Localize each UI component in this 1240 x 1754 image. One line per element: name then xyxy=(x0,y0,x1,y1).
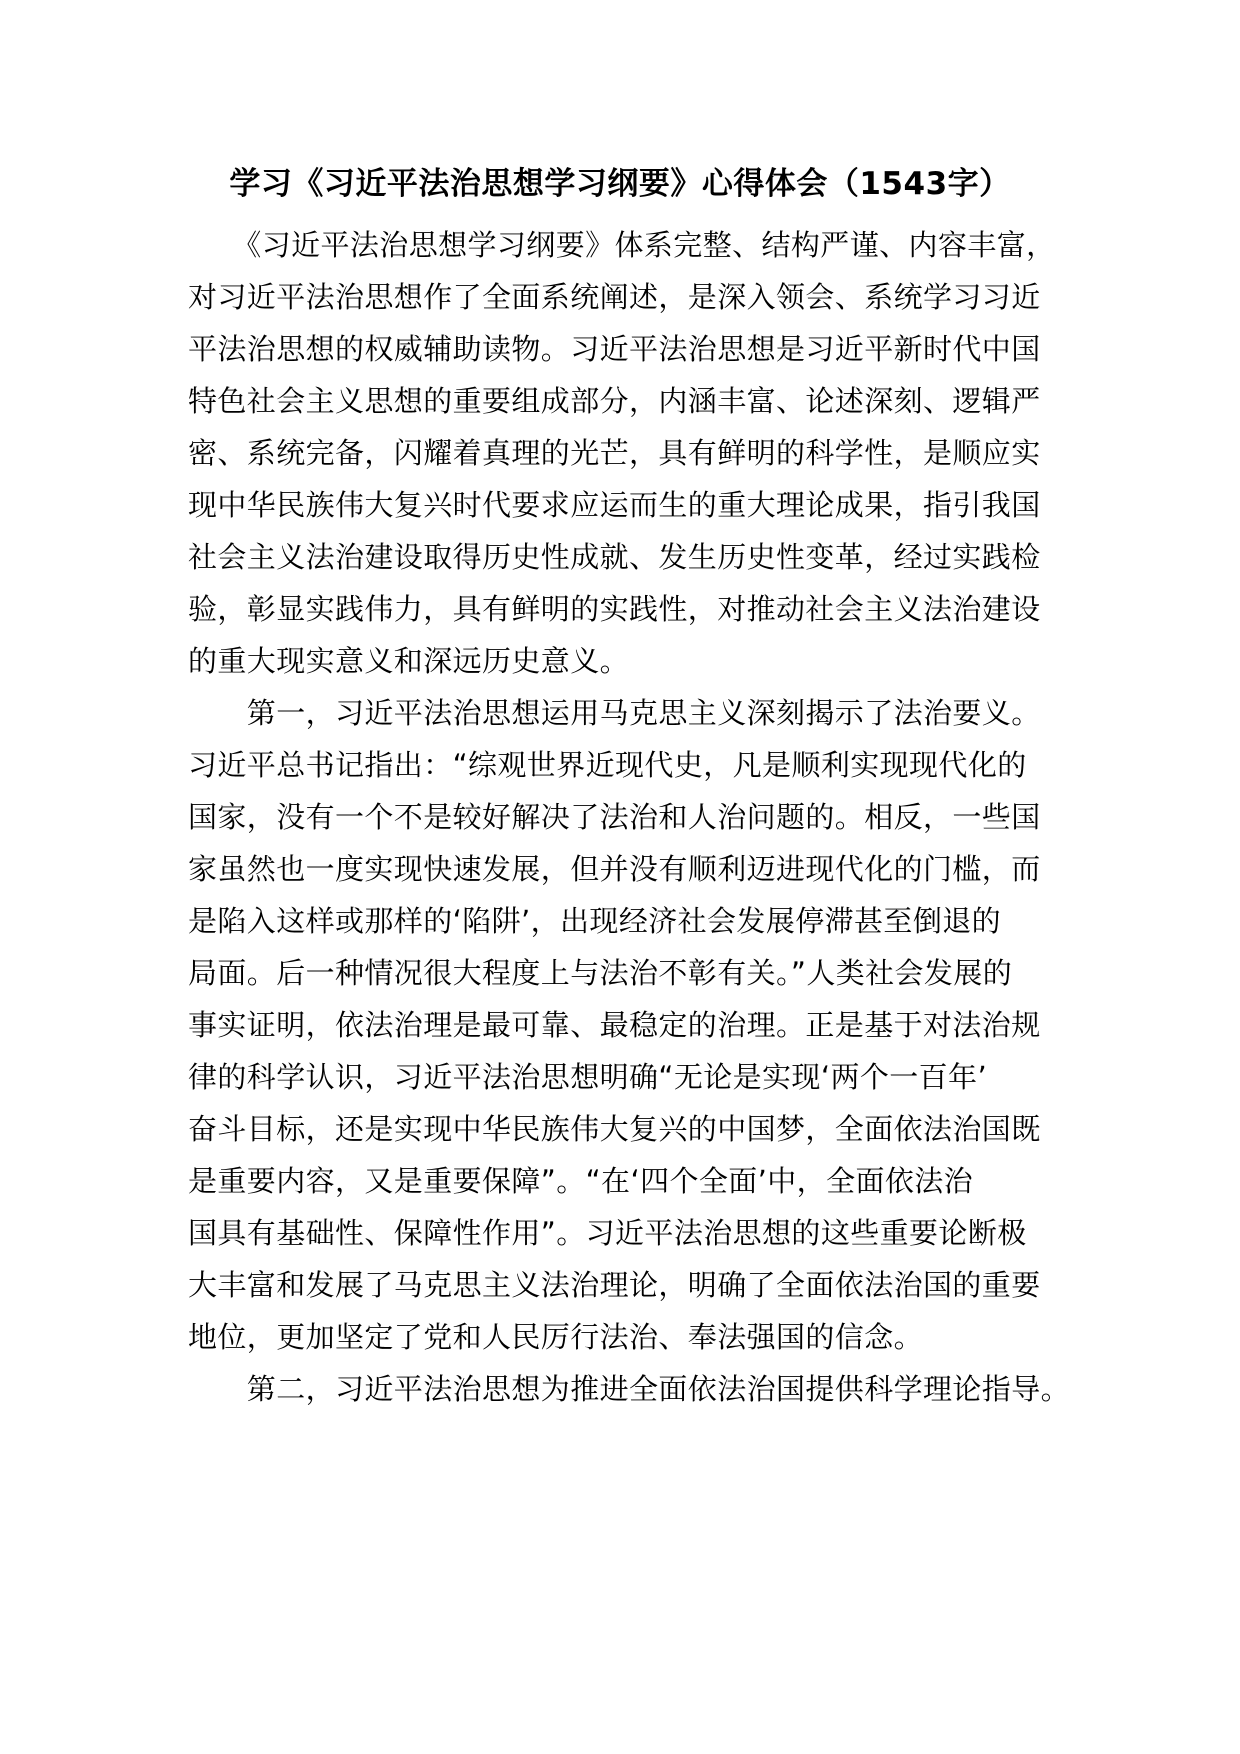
text-line: 国家，没有一个不是较好解决了法治和人治问题的。相反，一些国 xyxy=(188,800,1041,834)
text-line: 对习近平法治思想作了全面系统阐述，是深入领会、系统学习习近 xyxy=(188,280,1041,314)
text-line: 局面。后一种情况很大程度上与法治不彰有关。”人类社会发展的 xyxy=(188,956,1013,990)
text-line: 《习近平法治思想学习纲要》体系完整、结构严谨、内容丰富， xyxy=(188,228,1056,262)
text-line: 奋斗目标，还是实现中华民族伟大复兴的中国梦，全面依法治国既 xyxy=(188,1112,1041,1146)
text-line: 大丰富和发展了马克思主义法治理论，明确了全面依法治国的重要 xyxy=(188,1268,1041,1302)
text-line: 特色社会主义思想的重要组成部分，内涵丰富、论述深刻、逻辑严 xyxy=(188,384,1041,418)
document-title: 学习《习近平法治思想学习纲要》心得体会（1543字） xyxy=(229,166,1011,202)
text-line: 第一，习近平法治思想运用马克思主义深刻揭示了法治要义。 xyxy=(188,696,1041,730)
text-line: 习近平总书记指出：“综观世界近现代史，凡是顺利实现现代化的 xyxy=(188,748,1027,782)
text-line: 是重要内容，又是重要保障”。“在‘四个全面’中，全面依法治 xyxy=(188,1164,974,1198)
text-line: 验，彰显实践伟力，具有鲜明的实践性，对推动社会主义法治建设 xyxy=(188,592,1041,626)
text-line: 密、系统完备，闪耀着真理的光芒，具有鲜明的科学性，是顺应实 xyxy=(188,436,1041,470)
text-line: 家虽然也一度实现快速发展，但并没有顺利迈进现代化的门槛，而 xyxy=(188,852,1041,886)
text-line: 第二，习近平法治思想为推进全面依法治国提供科学理论指导。 xyxy=(188,1372,1071,1406)
text-line: 现中华民族伟大复兴时代要求应运而生的重大理论成果，指引我国 xyxy=(188,488,1041,522)
text-line: 地位，更加坚定了党和人民厉行法治、奉法强国的信念。 xyxy=(188,1320,924,1354)
text-line: 事实证明，依法治理是最可靠、最稳定的治理。正是基于对法治规 xyxy=(188,1008,1041,1042)
text-line: 社会主义法治建设取得历史性成就、发生历史性变革，经过实践检 xyxy=(188,540,1041,574)
text-line: 平法治思想的权威辅助读物。习近平法治思想是习近平新时代中国 xyxy=(188,332,1041,366)
text-line: 律的科学认识，习近平法治思想明确“无论是实现‘两个一百年’ xyxy=(188,1060,988,1094)
text-line: 是陷入这样或那样的‘陷阱’，出现经济社会发展停滞甚至倒退的 xyxy=(188,904,1002,938)
text-line: 的重大现实意义和深远历史意义。 xyxy=(188,644,630,678)
text-line: 国具有基础性、保障性作用”。习近平法治思想的这些重要论断极 xyxy=(188,1216,1027,1250)
